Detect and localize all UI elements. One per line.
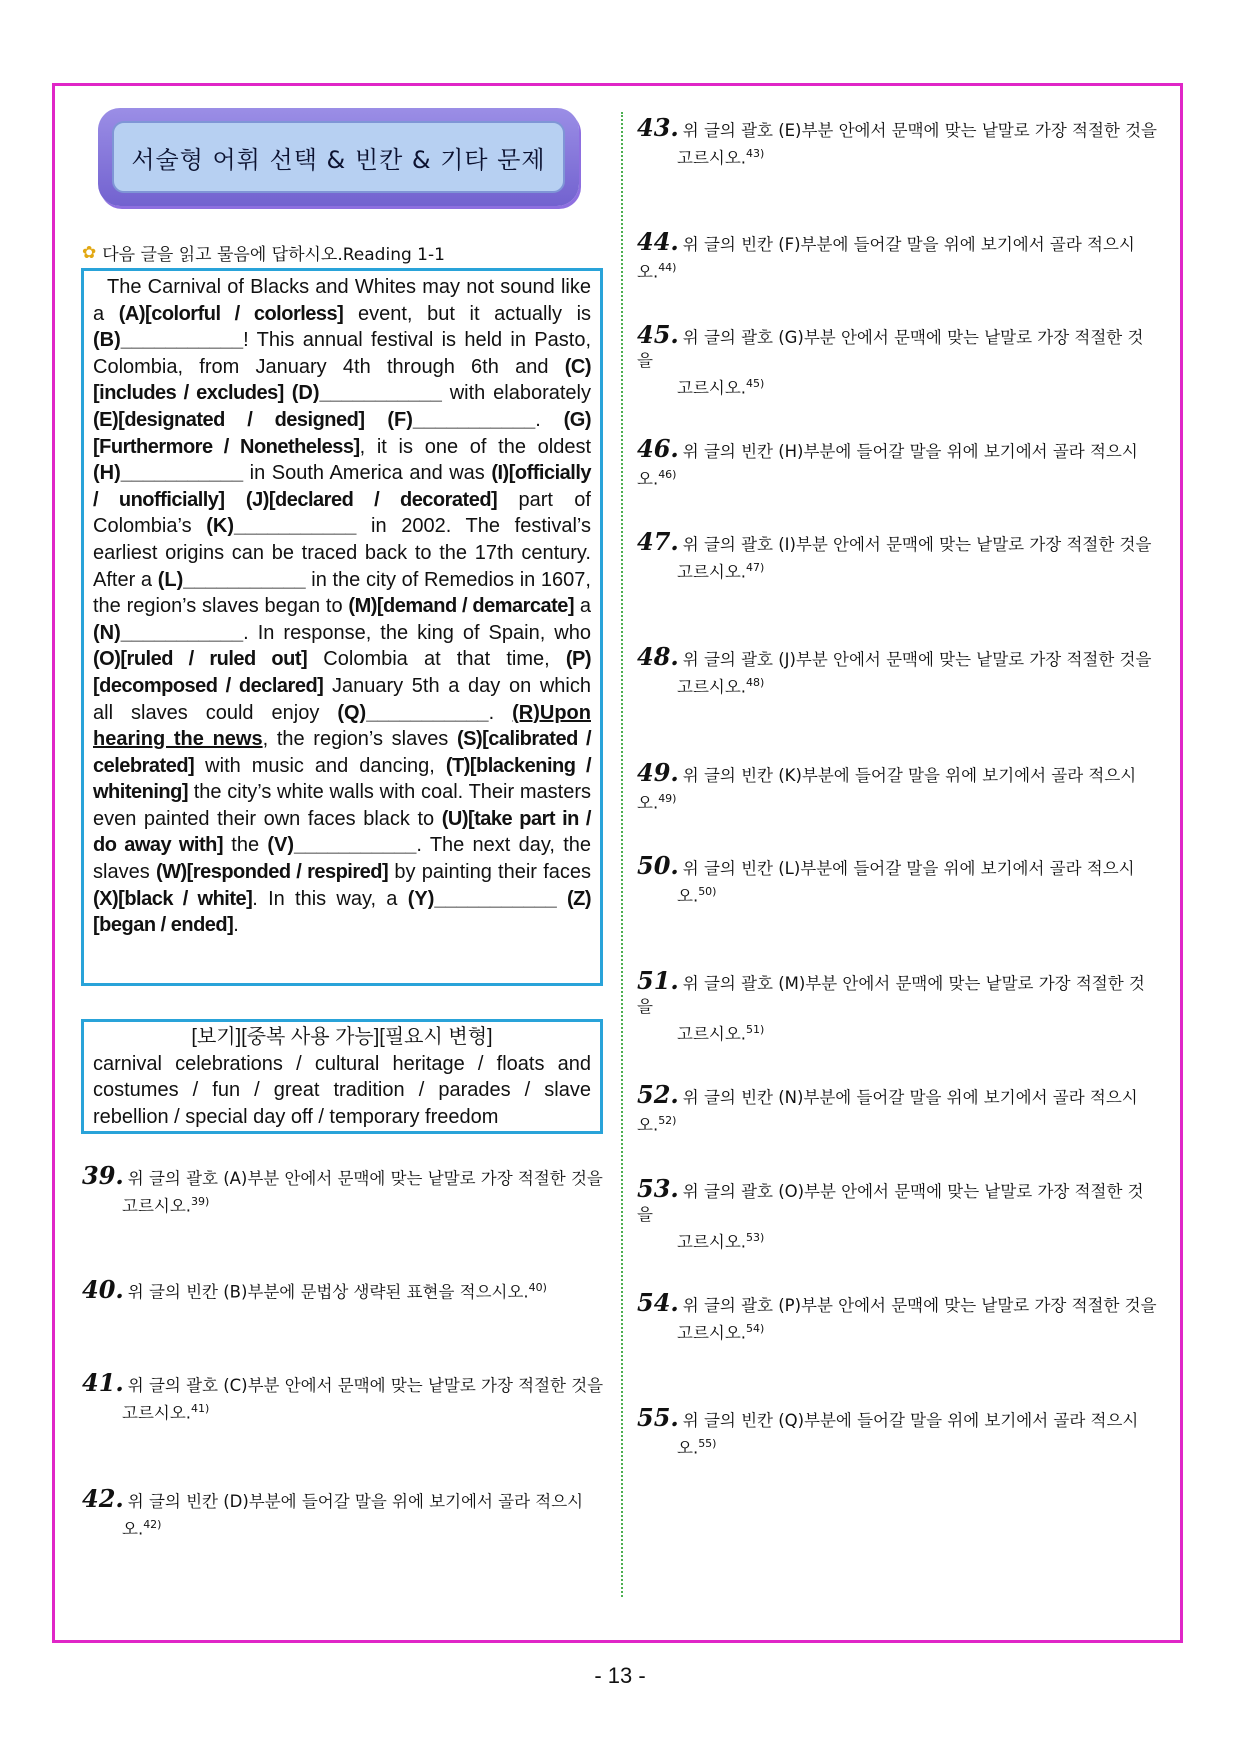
- question-text-cont: 오.: [677, 886, 699, 906]
- question-41: [82, 1368, 604, 1425]
- question-number: 40.: [82, 1274, 124, 1304]
- footnote-ref: 42): [143, 1518, 162, 1531]
- question-number: 47.: [637, 527, 679, 556]
- question-text: 위 글의 괄호 (J)부분 안에서 문맥에 맞는 낱말로 가장 적절한 것을: [682, 650, 1152, 669]
- passage-text: . In response, the king of Spain, who: [243, 621, 591, 644]
- instruction: [82, 240, 445, 265]
- passage-text: . The next day, the slaves: [93, 834, 591, 884]
- question-42: [82, 1484, 604, 1541]
- footnote-ref: 51): [746, 1023, 765, 1036]
- question-number: 46.: [637, 434, 679, 463]
- question-number: 52.: [637, 1080, 679, 1109]
- blank-h: (H)___________: [93, 462, 244, 485]
- question-text: 위 글의 괄호 (C)부분 안에서 문맥에 맞는 낱말로 가장 적절한 것을: [127, 1376, 604, 1395]
- question-40: [82, 1276, 604, 1304]
- passage-text: .: [233, 914, 239, 937]
- choice-w: (W)[responded / respired]: [155, 861, 389, 884]
- question-51: [637, 966, 1159, 1046]
- blank-y: (Y)___________: [407, 887, 557, 910]
- question-text-cont: 오.: [677, 1438, 699, 1458]
- blank-q: (Q)___________: [337, 701, 489, 724]
- question-text-cont: 오.: [122, 1519, 144, 1539]
- question-number: 50.: [637, 851, 679, 880]
- question-43: [637, 113, 1159, 170]
- question-text-cont: 고르시오.: [677, 1323, 747, 1343]
- passage-text: Colombia at that time,: [307, 648, 566, 671]
- choice-g: (G)[Furthermore / Nonetheless]: [93, 408, 591, 458]
- section-title-banner: [98, 108, 579, 206]
- question-text-cont: 고르시오.: [677, 1024, 747, 1044]
- passage-text: in the city of Remedios in 1607, the region’s slaves began to: [93, 568, 591, 618]
- reading-passage: [81, 268, 603, 986]
- footnote-ref: 46): [658, 468, 677, 481]
- footnote-ref: 50): [698, 885, 717, 898]
- passage-text: part of Colombia’s: [93, 488, 591, 538]
- question-text: 위 글의 괄호 (E)부분 안에서 문맥에 맞는 낱말로 가장 적절한 것을: [682, 121, 1157, 140]
- question-number: 45.: [637, 320, 679, 349]
- question-48: [637, 642, 1159, 699]
- blank-b: (B)___________: [93, 329, 244, 352]
- question-54: [637, 1288, 1159, 1345]
- passage-text: January 5th a day on which all slaves could enjoy: [93, 674, 591, 724]
- blank-f: (F)___________: [387, 408, 536, 431]
- footnote-ref: 54): [746, 1322, 765, 1335]
- page-number: - 13 -: [594, 1663, 646, 1688]
- question-text-cont: 고르시오.: [677, 562, 747, 582]
- choice-t: (T)[blackening / whitening]: [93, 754, 591, 804]
- question-text: 위 글의 괄호 (M)부분 안에서 문맥에 맞는 낱말로 가장 적절한 것을: [637, 974, 1145, 1016]
- instruction-text: 다음 글을 읽고 물음에 답하시오.Reading 1-1: [102, 245, 445, 265]
- passage-text: [225, 489, 246, 511]
- passage-text: [284, 382, 292, 404]
- question-46: [637, 434, 1159, 491]
- question-number: 54.: [637, 1288, 679, 1317]
- question-number: 49.: [637, 758, 679, 787]
- choice-p: (P)[decomposed / declared]: [93, 648, 591, 697]
- passage-text: .: [535, 408, 564, 431]
- question-text-cont: 고르시오.: [677, 1232, 747, 1252]
- choice-j: (J)[declared / decorated]: [245, 488, 498, 511]
- passage-text: with music and dancing,: [194, 754, 446, 777]
- choice-m: (M)[demand / demarcate]: [348, 595, 575, 618]
- blank-n: (N)___________: [93, 621, 244, 644]
- question-53: [637, 1174, 1159, 1254]
- choice-x: (X)[black / white]: [93, 887, 253, 910]
- question-text: 위 글의 빈칸 (D)부분에 들어갈 말을 위에 보기에서 골라 적으시: [127, 1492, 584, 1511]
- blank-l: (L)___________: [157, 568, 306, 591]
- passage-text: [365, 409, 388, 431]
- question-number: 43.: [637, 113, 679, 142]
- underlined-r: (R)Upon hearing the news: [93, 701, 591, 751]
- flower-icon: ✿: [82, 242, 97, 263]
- footnote-ref: 45): [746, 377, 765, 390]
- passage-text: , it is one of the oldest: [359, 435, 592, 458]
- choice-c: (C)[includes / excludes]: [93, 355, 591, 405]
- footnote-ref: 41): [191, 1402, 210, 1415]
- word-bank: [81, 1019, 603, 1134]
- choice-i: (I)[officially / unofficially]: [93, 462, 591, 511]
- choice-o: (O)[ruled / ruled out]: [93, 648, 308, 671]
- question-50: [637, 851, 1159, 908]
- passage-text: The Carnival of Blacks and Whites may not sound like a: [93, 276, 591, 325]
- question-55: [637, 1403, 1159, 1460]
- question-text: 위 글의 괄호 (O)부분 안에서 문맥에 맞는 낱말로 가장 적절한 것을: [637, 1182, 1144, 1224]
- choice-a: (A)[colorful / colorless]: [118, 302, 344, 325]
- footnote-ref: 49): [658, 792, 677, 805]
- question-text: 위 글의 빈칸 (B)부분에 문법상 생략된 표현을 적으시오.: [127, 1282, 529, 1302]
- question-text: 위 글의 빈칸 (F)부분에 들어갈 말을 위에 보기에서 골라 적으시오.: [637, 235, 1135, 282]
- question-number: 42.: [82, 1484, 124, 1513]
- choice-e: (E)[designated / designed]: [93, 408, 365, 431]
- question-text: 위 글의 괄호 (P)부분 안에서 문맥에 맞는 낱말로 가장 적절한 것을: [682, 1296, 1157, 1315]
- passage-text: the: [223, 834, 268, 857]
- question-39: [82, 1161, 604, 1218]
- passage-text: ! This annual festival is held in Pasto, Colombia, from January 4th through 6th and: [93, 329, 591, 378]
- choice-u: (U)[take part in / do away with]: [93, 807, 591, 857]
- blank-v: (V)___________: [267, 834, 417, 857]
- passage-text: by painting their faces: [388, 861, 591, 884]
- question-49: [637, 758, 1159, 815]
- footnote-ref: 40): [528, 1281, 547, 1294]
- choice-s: (S)[calibrated / celebrated]: [93, 728, 592, 777]
- question-number: 55.: [637, 1403, 679, 1432]
- passage-text: [557, 888, 567, 910]
- question-text: 위 글의 괄호 (A)부분 안에서 문맥에 맞는 낱말로 가장 적절한 것을: [127, 1169, 603, 1188]
- question-text: 위 글의 괄호 (G)부분 안에서 문맥에 맞는 낱말로 가장 적절한 것을: [637, 328, 1144, 370]
- question-number: 39.: [82, 1161, 124, 1190]
- section-title: 서술형 어휘 선택 & 빈칸 & 기타 문제: [112, 121, 565, 193]
- footnote-ref: 47): [746, 561, 765, 574]
- passage-text: a: [574, 595, 591, 618]
- question-45: [637, 320, 1159, 400]
- passage-text: the city’s white walls with coal. Their masters even painted their own faces black to: [93, 781, 591, 830]
- passage-text: , the region’s slaves: [262, 728, 457, 751]
- blank-d: (D)___________: [291, 382, 442, 405]
- footnote-ref: 43): [746, 147, 765, 160]
- footnote-ref: 39): [191, 1195, 210, 1208]
- passage-text: with elaborately: [441, 382, 591, 405]
- footnote-ref: 53): [746, 1231, 765, 1244]
- question-text-cont: 고르시오.: [677, 378, 747, 398]
- passage-text: .: [488, 701, 513, 724]
- question-text: 위 글의 빈칸 (H)부분에 들어갈 말을 위에 보기에서 골라 적으시오.: [637, 442, 1138, 489]
- passage-text: event, but it actually is: [343, 302, 592, 325]
- question-text: 위 글의 빈칸 (N)부분에 들어갈 말을 위에 보기에서 골라 적으시오.: [637, 1088, 1138, 1135]
- question-text-cont: 고르시오.: [122, 1196, 192, 1216]
- question-text: 위 글의 빈칸 (L)부분에 들어갈 말을 위에 보기에서 골라 적으시: [682, 859, 1135, 878]
- footnote-ref: 52): [658, 1114, 677, 1127]
- footnote-ref: 55): [698, 1437, 717, 1450]
- passage-paragraph: [93, 274, 591, 939]
- question-number: 41.: [82, 1368, 124, 1397]
- word-bank-title: [보기][중복 사용 가능][필요시 변형]: [191, 1026, 493, 1048]
- question-number: 44.: [637, 227, 679, 256]
- passage-text: . In this way, a: [252, 887, 408, 910]
- question-text-cont: 고르시오.: [677, 148, 747, 168]
- choice-z: (Z)[began / ended]: [93, 887, 592, 937]
- question-47: [637, 527, 1159, 584]
- question-text: 위 글의 빈칸 (K)부분에 들어갈 말을 위에 보기에서 골라 적으시오.: [637, 766, 1137, 813]
- column-divider: [621, 112, 623, 1597]
- question-number: 51.: [637, 966, 679, 995]
- question-text-cont: 고르시오.: [122, 1403, 192, 1423]
- question-52: [637, 1080, 1159, 1137]
- blank-k: (K)___________: [206, 515, 357, 538]
- passage-text: in South America and was: [243, 462, 492, 485]
- question-number: 53.: [637, 1174, 679, 1203]
- question-text: 위 글의 괄호 (I)부분 안에서 문맥에 맞는 낱말로 가장 적절한 것을: [682, 535, 1152, 554]
- question-44: [637, 227, 1159, 284]
- word-bank-words: carnival celebrations / cultural heritage / floats and costumes / fun / great tradition / parades / slave rebellion / special day off / temporary freedom: [93, 1052, 591, 1128]
- question-number: 48.: [637, 642, 679, 671]
- footnote-ref: 48): [746, 676, 765, 689]
- question-text-cont: 고르시오.: [677, 677, 747, 697]
- footnote-ref: 44): [658, 261, 677, 274]
- question-text: 위 글의 빈칸 (Q)부분에 들어갈 말을 위에 보기에서 골라 적으시: [682, 1411, 1139, 1430]
- passage-text: in 2002. The festival’s earliest origins can be traced back to the 17th century. After a: [93, 515, 591, 591]
